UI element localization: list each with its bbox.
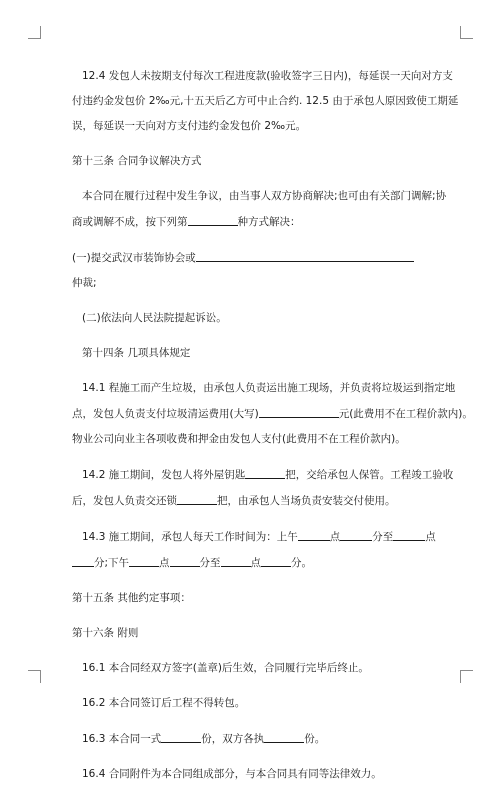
fill-blank[interactable] (196, 251, 414, 262)
crop-mark-bottom-right (460, 670, 473, 683)
text-line: 物业公司向业主各项收费和押金由发包人支付(此费用不在工程价款内)。 (72, 433, 406, 445)
text-line: 误，每延误一天向对方支付违约金发包价 2‰元。 (72, 120, 307, 132)
text-line (82, 468, 454, 482)
text-line: 付违约金发包价 2‰元,十五天后乙方可中止合约. 12.5 由于承包人原因致使工期延 (72, 95, 459, 107)
text-fragment: 把，由承包人当场负责安装交付使用。 (217, 495, 396, 507)
text-line: 14.1 程施工而产生垃圾，由承包人负责运出施工现场，并负责将垃圾运到指定地 (82, 382, 456, 394)
text-fragment: 份。 (304, 733, 326, 745)
fill-blank[interactable] (161, 732, 201, 743)
text-line (82, 530, 436, 544)
text-fragment: 份，双方各执 (201, 733, 265, 745)
crop-mark-top-left (28, 26, 41, 39)
article-14-title: 第十四条 几项具体规定 (82, 347, 191, 359)
article-16-title: 第十六条 附则 (72, 627, 139, 639)
crop-mark-top-right (460, 26, 473, 39)
text-line (72, 494, 422, 508)
text-fragment: 点 (250, 557, 262, 569)
document-body (72, 70, 473, 793)
article-13-text (72, 190, 447, 229)
fill-blank[interactable] (177, 494, 217, 505)
text-line (72, 556, 422, 570)
text-fragment: 点 (159, 557, 170, 569)
text-line: 本合同在履行过程中发生争议，由当事人双方协商解决;也可由有关部门调解;协 (82, 190, 447, 202)
article-13-title: 第十三条 合同争议解决方式 (72, 155, 202, 167)
fill-blank[interactable] (298, 530, 330, 541)
text-fragment: 14.3 施工期间，承包人每天工作时间为：上午 (82, 531, 298, 543)
text-line: 12.4 发包人未按期支付每次工程进度款(验收签字三日内)，每延误一天向对方支 (82, 70, 453, 82)
clause-16-3 (82, 732, 422, 746)
fill-blank[interactable] (129, 556, 159, 567)
article-15-title: 第十五条 其他约定事项： (72, 592, 191, 604)
clause-12-4 (72, 70, 459, 133)
text-line (72, 215, 422, 229)
text-fragment: 点 (425, 531, 436, 543)
fill-blank[interactable] (221, 556, 251, 567)
clause-16-2: 16.2 本合同签订后工程不得转包。 (82, 697, 246, 709)
text-fragment: 商或调解不成，按下列第 (72, 216, 188, 228)
fill-blank[interactable] (340, 530, 372, 541)
fill-blank[interactable] (188, 215, 238, 226)
text-fragment: 种方式解决： (237, 216, 301, 228)
text-fragment: (一)提交武汉市装饰协会或 (72, 252, 196, 264)
clause-14-1 (72, 382, 473, 446)
fill-blank[interactable] (393, 530, 425, 541)
article-13-option-2: (二)依法向人民法院提起诉讼。 (82, 312, 227, 324)
text-line (72, 251, 422, 265)
clause-14-2 (72, 468, 454, 508)
text-fragment: 14.2 施工期间，发包人将外屋钥匙 (82, 469, 246, 481)
crop-mark-bottom-left (28, 670, 41, 683)
text-fragment: 分。 (291, 557, 313, 569)
text-fragment: 分;下午 (94, 557, 130, 569)
text-fragment: 分至 (199, 557, 221, 569)
text-fragment: 分至 (372, 531, 394, 543)
fill-blank[interactable] (261, 556, 291, 567)
text-fragment: 元(此费用不在工程价款内)。 (338, 408, 473, 420)
fill-blank[interactable] (259, 407, 339, 418)
text-fragment: 点，发包人负责支付垃圾清运费用(大写) (72, 408, 259, 420)
text-line: 仲裁; (72, 277, 97, 289)
fill-blank[interactable] (245, 468, 285, 479)
text-fragment: 把，交给承包人保管。工程竣工验收 (285, 469, 454, 481)
text-fragment: 点 (329, 531, 341, 543)
fill-blank[interactable] (170, 556, 200, 567)
text-line (72, 407, 473, 421)
clause-14-3 (82, 530, 436, 570)
text-fragment: 16.3 本合同一式 (82, 733, 162, 745)
fill-blank[interactable] (72, 556, 94, 567)
article-13-option-1 (72, 251, 422, 290)
fill-blank[interactable] (264, 732, 304, 743)
clause-16-4: 16.4 合同附件为本合同组成部分，与本合同具有同等法律效力。 (82, 768, 382, 780)
text-fragment: 后，发包人负责交还锁 (72, 495, 177, 507)
clause-16-1: 16.1 本合同经双方签字(盖章)后生效，合同履行完毕后终止。 (82, 662, 369, 674)
